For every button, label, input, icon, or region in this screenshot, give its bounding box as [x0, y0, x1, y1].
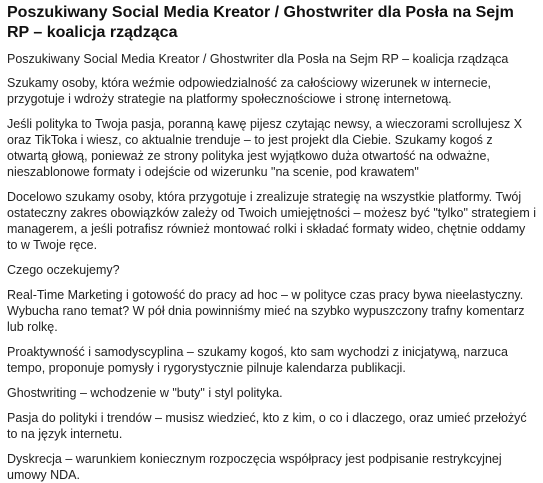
paragraph-intro: Szukamy osoby, która weźmie odpowiedzialność za całościowy wizerunek w internecie, przygotuje i wdroży strategie na platformy społecznościowe i stronę internetową. [7, 76, 492, 106]
paragraph-politics-passion: Pasja do polityki i trendów – musisz wiedzieć, kto z kim, o co i dlaczego, oraz umieć przełożyć to na język internetu. [7, 411, 527, 441]
paragraph-scope: Docelowo szukamy osoby, która przygotuje i zrealizuje strategię na wszystkie platformy. Twój ostateczny zakres obowiązków zależy od Twoich umiejętności – możesz być "tylko" strategiem i managerem, a jeśli potrafisz również montować rolki i składać formaty wideo, chętnie oddamy to w Twoje ręce. [7, 190, 537, 252]
posting-subtitle: Poszukiwany Social Media Kreator / Ghostwriter dla Posła na Sejm RP – koalicja rządząca [7, 52, 509, 66]
paragraph-passion: Jeśli polityka to Twoja pasja, poranną kawę pijesz czytając newsy, a wieczorami scrollujesz X oraz TikToka i wiesz, co aktualnie trenduje – to jest projekt dla Ciebie. Szukamy kogoś z otwartą głową, ponieważ ze strony polityka jest wyjątkowo duża otwartość na odważne, nieszablonowe formaty i odejście od wizerunku "na scenie, pod krawatem" [7, 117, 523, 179]
paragraph-ghostwriting: Ghostwriting – wchodzenie w "buty" i styl polityka. [7, 386, 283, 400]
paragraph-proactivity: Proaktywność i samodyscyplina – szukamy kogoś, kto sam wychodzi z inicjatywą, narzuca tempo, proponuje pomysły i rygorystycznie pilnuje kalendarza publikacji. [7, 345, 508, 375]
paragraph-real-time-marketing: Real-Time Marketing i gotowość do pracy ad hoc – w polityce czas pracy bywa nieelastyczny. Wybucha rano temat? W pół dnia powinniśmy mieć na szybko wypuszczony trafny komentarz lub rolkę. [7, 288, 525, 334]
posting-title: Poszukiwany Social Media Kreator / Ghostwriter dla Posła na Sejm RP – koalicja rządząca [7, 4, 514, 41]
paragraph-discretion: Dyskrecja – warunkiem koniecznym rozpoczęcia współpracy jest podpisanie restrykcyjnej umowy NDA. [7, 452, 502, 482]
paragraph-expectations-heading: Czego oczekujemy? [7, 263, 120, 277]
